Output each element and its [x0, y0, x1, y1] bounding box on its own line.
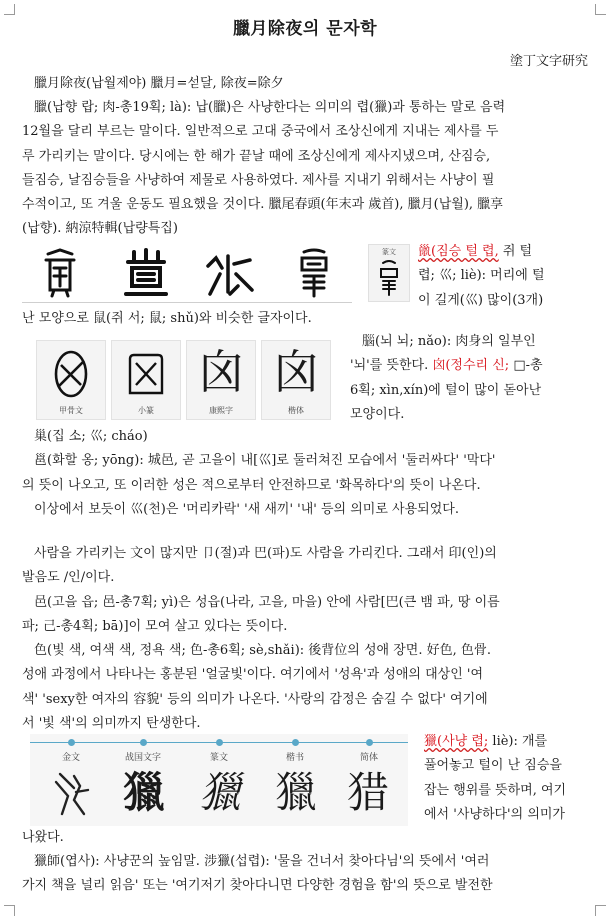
ryeop-continuation: 난 모양으로 鼠(쥐 서; 鼠; shǔ)와 비슷한 글자이다. — [22, 311, 312, 326]
page-corner-mark — [595, 905, 606, 916]
paragraph-so-ong: 巢(집 소; 巛; cháo) 邕(화할 옹; yōng): 城邑, 곧 고을이 내[巛]로 둘러쳐진 모습에서 '둘러싸다' '막다' 의 뜻이 나오고, 또 이러한 성은 적으로부터 안전하므로 '화목하다'의 뜻이 나온다. 이상에서 보듯이 巛(천)은 '머리카락' '새 새끼' '내' 등의 의미로 사용되었다. — [22, 429, 496, 517]
seal-side-card: 篆文 — [368, 244, 410, 302]
timeline-dot — [366, 739, 373, 746]
caption-regular: 楷书 — [285, 753, 304, 763]
regular-lie-glyph: 獵 — [274, 768, 317, 817]
seal-glyph-icon-1 — [24, 246, 96, 300]
seal-glyph-icon-3 — [194, 246, 266, 300]
paragraph-in-eup-saek: 사람을 가리키는 文이 많지만 卩(절)과 巴(파)도 사람을 가리킨다. 그래서 印(인)의 발음도 /인/이다. 邑(고을 읍; 邑-총7획; yì)은 성읍(나라, 고을, 마을) 안에 사람[巴(큰 뱀 파, 땅 이름 파; 己-총4획; bā)]이 모여 살고 있다는 뜻이다. 色(빛 색, 여색 색, 정욕 색; 色-총6획; sè,shǎi): 後背位의 성애 장면. 好色, 色骨. 성애 과정에서 나타나는 홍분된 '얼굴빛'이다. 여기에서 '성욕'과 성애의 대상인 '여 색' 'sexy한 여자의 容貌' 등의 의미가 나온다. '사랑의 감정은 숨길 수 없다' 여기에 서 '빛 색'의 의미까지 탄생한다. — [22, 546, 500, 732]
timeline-dot — [68, 739, 75, 746]
paragraph-lap: 臘(납향 랍; 肉-총19획; là): 납(臘)은 사냥한다는 의미의 렵(獵)과 통하는 말로 음력 12월을 달리 부르는 말이다. 일반적으로 고대 중국에서 조상신에게 지내는 제사를 두 루 가리키는 말이다. 당시에는 한 해가 끝날 때에 조상신에게 제사지냈으며, 산짐승, 들짐승, 날짐승들을 사냥하여 제물로 사용하였다. 제사를 지내기 위해서는 사냥이 필 수적이고, 또 겨울 운동도 필요했을 것이다. 臘尾春頭(年末과 歲首), 臘月(납월), 臘享 (납향). 納涼特輯(납량특집) — [22, 100, 506, 237]
kangxi-xin-icon: 囟 — [198, 345, 244, 399]
caption-bronze: 金文 — [61, 753, 80, 763]
kangxi-glyph-card: 囟 康熙字 — [186, 340, 256, 420]
lie-continuation: 나왔다. — [22, 830, 64, 845]
simplified-lie-glyph: 猎 — [346, 768, 389, 817]
kaiti-glyph-card: 囟 楷体 — [261, 340, 331, 420]
kaiti-xin-icon: 囟 — [273, 345, 319, 399]
small-seal-xin-icon — [124, 349, 168, 399]
timeline-dot — [216, 739, 223, 746]
caption-seal: 篆文 — [209, 753, 228, 763]
seal-glyph-icon-4 — [278, 246, 350, 300]
author-credit: 塗丁文字研究 — [509, 54, 588, 69]
caption-simplified: 简体 — [359, 753, 378, 763]
timeline-dot — [140, 739, 147, 746]
page-corner-mark — [4, 905, 15, 916]
lie-evolution-panel — [30, 734, 408, 826]
bronze-lie-glyph-icon — [40, 766, 104, 820]
noe-definition: 腦(뇌 뇌; nǎo): 肉身의 일부인 '뇌'를 뜻한다. 囟(정수리 신; □-총 6획; xìn,xín)에 털이 많이 돋아난 모양이다. — [350, 334, 543, 422]
seal-glyph-strip — [22, 244, 352, 303]
small-seal-glyph-card: 小篆 — [111, 340, 181, 420]
oracle-bone-glyph-card: 甲骨文 — [36, 340, 106, 420]
lie-definition: 獵(사냥 렵; liè): 개를 풀어놓고 털이 난 짐승을 잡는 행위를 뜻하며, 여기 에서 '사냥하다'의 의미가 — [424, 734, 567, 822]
timeline-dot — [292, 739, 299, 746]
paragraph-yeopsa: 獵師(엽사): 사냥꾼의 높임말. 涉獵(섭렵): '물을 건너서 찾아다님'의 뜻에서 '여러 가지 책을 널리 읽음' 또는 '여기저기 찾아다니면 다양한 경험을 함'의 뜻으로 발전한 — [22, 854, 493, 894]
seal-glyph-icon-2 — [110, 246, 182, 300]
headword: 臘月除夜(납월제야) 臘月=섣달, 除夜=除夕 — [34, 76, 284, 91]
document-title: 臘月除夜의 문자학 — [232, 19, 378, 39]
seal-side-glyph-icon — [375, 259, 403, 297]
warring-states-lie-glyph: 獵 — [122, 768, 165, 817]
caption-warring-states: 战国文字 — [124, 753, 161, 763]
ryeop-definition: 巤(짐승 털 렵, 쥐 털 렵; 巛; liè): 머리에 털 이 길게(巛) 많이(3개) — [418, 244, 545, 308]
oracle-bone-xin-icon — [49, 347, 93, 401]
seal-lie-glyph: 獵 — [198, 768, 241, 817]
